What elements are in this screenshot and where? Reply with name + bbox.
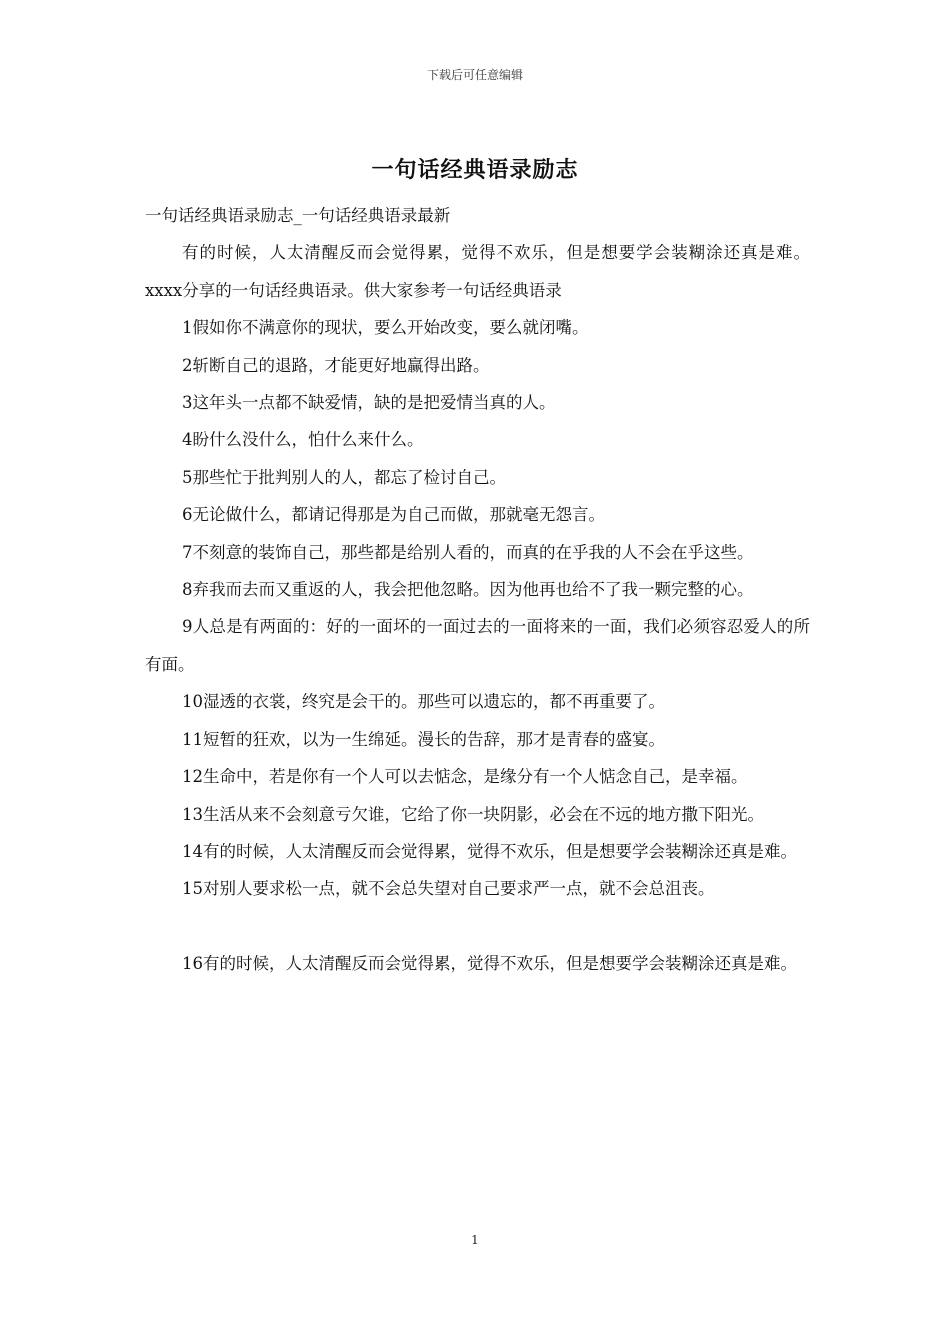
document-title: 一句话经典语录励志 bbox=[371, 157, 579, 183]
intro-paragraph: 有的时候，人太清醒反而会觉得累，觉得不欢乐，但是想要学会装糊涂还真是难。xxxx分享的一句话经典语录。供大家参考一句话经典语录 bbox=[145, 243, 810, 300]
quote-item: 1假如你不满意你的现状，要么开始改变，要么就闭嘴。 bbox=[182, 318, 589, 338]
quote-item: 9人总是有两面的：好的一面坏的一面过去的一面将来的一面，我们必须容忍爱人的所有面。 bbox=[145, 617, 810, 674]
quote-item: 3这年头一点都不缺爱情，缺的是把爱情当真的人。 bbox=[182, 393, 556, 413]
quote-item: 12生命中，若是你有一个人可以去惦念，是缘分有一个人惦念自己，是幸福。 bbox=[182, 767, 748, 787]
quote-item: 2斩断自己的退路，才能更好地赢得出路。 bbox=[182, 355, 490, 375]
quote-item: 14有的时候，人太清醒反而会觉得累，觉得不欢乐，但是想要学会装糊涂还真是难。 bbox=[182, 841, 797, 861]
quote-item: 13生活从来不会刻意亏欠谁，它给了你一块阴影，必会在不远的地方撒下阳光。 bbox=[182, 804, 764, 824]
paragraph-spacer bbox=[145, 908, 810, 945]
quote-item: 6无论做什么，都请记得那是为自己而做，那就毫无怨言。 bbox=[182, 505, 605, 525]
quote-item: 15对别人要求松一点，就不会总失望对自己要求严一点，就不会总沮丧。 bbox=[182, 879, 715, 899]
document-body bbox=[145, 197, 810, 983]
header-note: 下载后可任意编辑 bbox=[426, 68, 523, 82]
quote-item: 16有的时候，人太清醒反而会觉得累，觉得不欢乐，但是想要学会装糊涂还真是难。 bbox=[182, 954, 797, 974]
quote-item: 5那些忙于批判别人的人，都忘了检讨自己。 bbox=[182, 467, 506, 487]
document-subtitle: 一句话经典语录励志_一句话经典语录最新 bbox=[145, 206, 451, 225]
quote-item: 4盼什么没什么，怕什么来什么。 bbox=[182, 430, 424, 450]
quote-item: 8弃我而去而又重返的人，我会把他忽略。因为他再也给不了我一颗完整的心。 bbox=[182, 580, 754, 600]
quote-item: 10湿透的衣裳，终究是会干的。那些可以遗忘的，都不再重要了。 bbox=[182, 692, 665, 712]
quote-item: 11短暂的狂欢，以为一生绵延。漫长的告辞，那才是青春的盛宴。 bbox=[182, 729, 665, 749]
page-number: 1 bbox=[471, 1233, 479, 1247]
quote-item: 7不刻意的装饰自己，那些都是给别人看的，而真的在乎我的人不会在乎这些。 bbox=[182, 542, 754, 562]
